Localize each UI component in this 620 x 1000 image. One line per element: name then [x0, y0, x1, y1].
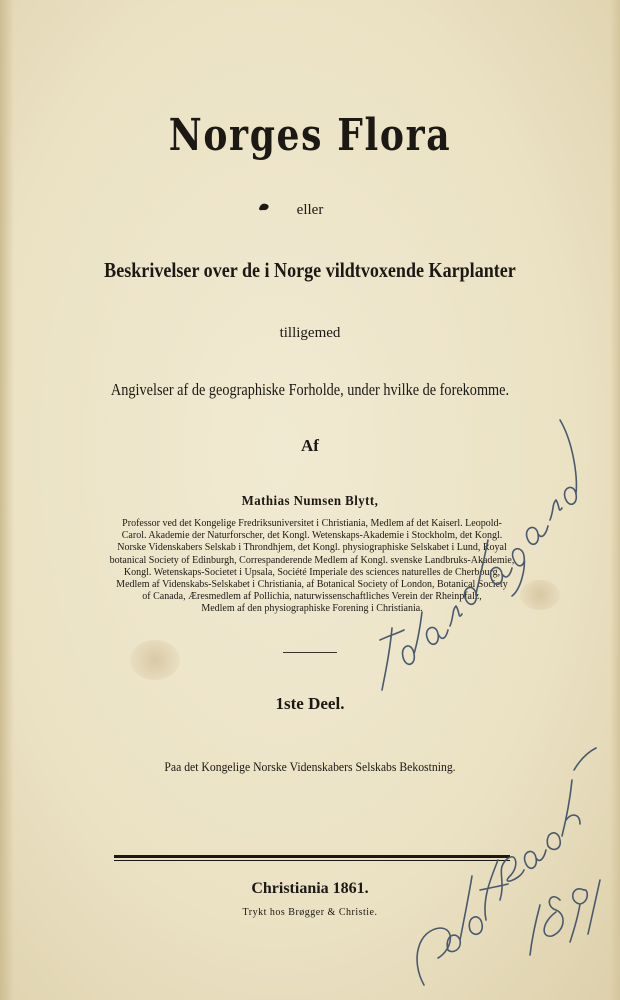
signature-stroke [560, 420, 576, 504]
credentials-line: Kongl. Wetenskaps-Societet i Upsala, Société Imperiale des sciences naturelles de Cherbourg, [123, 566, 501, 578]
book-subtitle: Beskrivelser over de i Norge vildtvoxende Karplanter [104, 258, 516, 282]
signature-stroke [380, 628, 404, 690]
signature-stroke [427, 627, 448, 644]
imprint-place-year: Christiania 1861. [251, 880, 369, 897]
author-name: Mathias Numsen Blytt, [241, 494, 379, 509]
year-stroke [544, 897, 563, 936]
printer-line: Trykt hos Brøgger & Christie. [242, 907, 378, 918]
signature-stroke [465, 540, 488, 604]
subtitle-angivelser: Angivelser af de geographiske Forholde, under hvilke de forekomme. [110, 380, 510, 399]
signature-stroke [450, 606, 462, 626]
signature-stroke [550, 500, 562, 520]
credentials-line: Norske Videnskabers Selskab i Throndhjem, det Kongl. physiographiske Selskabet i Lund, Royal [117, 542, 507, 554]
credentials-line: botanical Society of Edinburgh, Correspanderende Medlem af Kongl. svenske Landbruks-Akademie, [109, 554, 515, 566]
year-stroke [588, 880, 600, 934]
conjunction-tilligemed: tilligemed [279, 325, 341, 341]
signature-stroke [527, 526, 548, 544]
conjunction-eller: eller [296, 202, 324, 218]
credentials-line: Medlem af den physiographiske Forening i Christiania. [201, 603, 423, 615]
publisher-note: Paa det Kongelige Norske Videnskabers Selskabs Bekostning. [164, 759, 456, 774]
book-title: Norges Flora [168, 110, 452, 161]
signature-stroke [525, 850, 546, 868]
signature-stroke [574, 748, 596, 770]
credentials-line: Carol. Akademie der Naturforscher, det Kongl. Wetenskaps-Akademie i Stockholm, det Kongl. [121, 530, 503, 542]
signature-stroke [403, 612, 422, 664]
signature-stroke [491, 567, 512, 584]
credentials-line: Medlem af Videnskabs-Selskabet i Christiania, af Botanical Society of London, Botanical Society [116, 579, 508, 591]
signature-stroke [469, 917, 482, 934]
signature-stroke [512, 549, 524, 596]
signature-stroke [547, 833, 560, 849]
signature-stroke [562, 780, 580, 836]
signature-stroke [500, 857, 524, 900]
credentials-line: Professor ved det Kongelige Fredriksuniversitet i Christiania, Medlem af det Kaiserl. Leopold- [122, 518, 502, 529]
volume-label: 1ste Deel. [275, 694, 345, 713]
credentials-line: of Canada, Æresmedlem af Pollichia, naturwissenschaftliches Verein der Rheinpfalz, [142, 591, 482, 603]
year-stroke [530, 905, 540, 955]
by-line: Af [301, 436, 319, 455]
signature-stroke [417, 928, 450, 985]
year-stroke [570, 889, 587, 942]
signature-stroke [480, 860, 508, 920]
